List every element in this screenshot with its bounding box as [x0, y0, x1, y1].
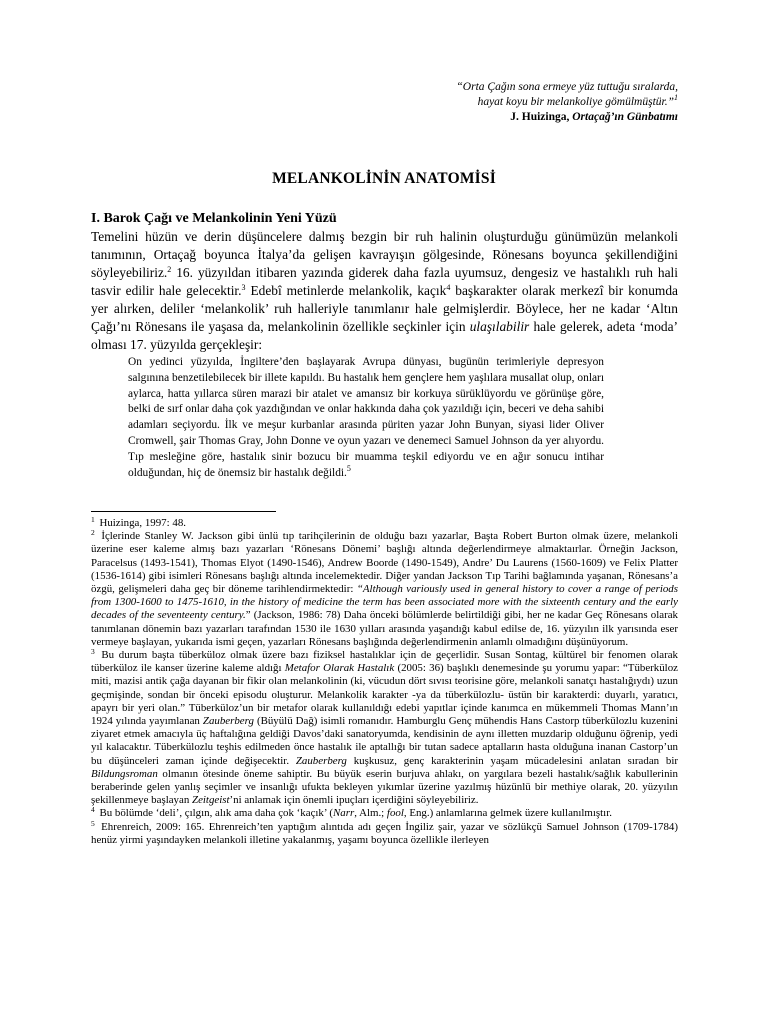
footnote-ref-4[interactable]: 4	[446, 283, 451, 292]
footnote-number: 2	[91, 528, 95, 538]
epigraph-attribution	[456, 110, 678, 125]
footnote-ref-5[interactable]: 5	[346, 463, 351, 473]
footnote-text: Bu bölümde ‘deli’, çılgın, alık ama daha çok ‘kaçık’ (	[96, 807, 334, 820]
footnote-1	[91, 517, 678, 530]
footnote-number: 4	[91, 805, 95, 815]
footnote-4	[91, 807, 678, 820]
footnote-ref-3[interactable]: 3	[241, 283, 246, 292]
footnote-text: ” (Jackson, 1986: 78) Daha önceki bölümlerde belirtildiği gibi, her ne kadar Geç Rönesans olarak tanımlanan dönemin bazı yazarları tarafından 1530 ile 1630 yılları arasında yaşandığı kabul edilse de, 16. yüzyılın ilk yarısında eser vermeye başlayan, yukarıda ismi geçen, yazarları Rönesans başlığında değerlendirmenin anlamlı olmadığını düşünüyorum.	[91, 609, 679, 648]
footnote-term-italic: Narr	[333, 807, 355, 820]
block-quote-text: On yedinci yüzyılda, İngiltere’den başlayarak Avrupa dünyası, bugünün terimleriyle depresyon salgınına benzetilebilecek bir illete kapıldı. Bu hastalık hem gençlere hem yaşlılara musallat olup, onları aylarca, hatta yıllarca süren marazi bir atalet ve amansız bir korkuya sürüklüyordu ve görünüşe göre, belki de sırf onlar daha çok yazdığından ve onlar hakkında daha çok yazıldığı için, beceri ve deha sahibi adamları seçiyordu. İlk ve meşur kurbanlar arasında püriten yazar John Bunyan, siyasi lider Oliver Cromwell, şair Thomas Gray, John Donne ve oyun yazarı ve denemeci Samuel Johnson da yer alıyordu. Tıp mesleğine göre, hastalık sinir bozucu bir muamma teşkil ediyordu ve en ağır sonucu intihar olduğundan, hiç de önemsiz bir hastalık değildi.	[128, 356, 604, 479]
footnote-text: Huizinga, 1997: 48.	[96, 517, 186, 529]
footnote-3	[91, 649, 678, 807]
epigraph-line-2	[456, 95, 678, 110]
footnote-number: 5	[91, 818, 95, 828]
footnote-text: olmanın ötesinde öneme sahiptir. Bu büyük eserin burjuva ahlakı, on yargılara bezeli hastalık/sağlık kabullerinin beraberinde gelen yanlış seçimler ve insanlığı ufukta bekleyen yıkımlar üzerine yazılmış hüzünlü bir methiye olarak, 20. yüzyılın şekillenmeye başlayan	[91, 767, 678, 807]
body-text-italic: ulaşılabilir	[469, 319, 530, 334]
epigraph-line-1: “Orta Çağın sona ermeye yüz tuttuğu sıralarda,	[456, 81, 678, 93]
footnote-text: , Eng.) anlamlarına gelmek üzere kullanılmıştır.	[403, 807, 612, 820]
footnote-term-italic: fool	[386, 807, 404, 820]
footnote-number: 3	[91, 647, 95, 657]
footnote-text: ’ni anlamak için önemli ipuçları içerdiğini söyleyebiliriz.	[229, 794, 479, 807]
footnote-book-title: Metafor Olarak Hastalık	[284, 662, 395, 675]
footnote-term-italic: Zeitgeist	[192, 794, 230, 807]
section-heading: I. Barok Çağı ve Melankolinin Yeni Yüzü	[91, 211, 337, 226]
footnotes	[91, 517, 678, 847]
epigraph-author: J. Huizinga,	[510, 111, 573, 123]
footnote-5	[91, 818, 678, 847]
footnote-text: İçlerinde Stanley W. Jackson gibi ünlü tıp tarihçilerinin de olduğu bazı yazarlar, Başta Robert Burton olmak üzere, melankoli üzerine eser kaleme almış bazı yazarları ‘Rönesans Dönemi’ başlığı altında değerlendirmeye almaktaırlar. Örneğin Jackson, Paracelsus (1493-1541), Thomas Elyot (1490-1546), Andrew Boorde (1490-1549), Andre’ Du Laurens (1560-1609) ve Felix Platter (1536-1614) gibi isimleri Rönesans başlığı altında incelemektedir. Diğer yandan Jackson Tıp Tarihi bağlamında yaşanan, Rönesans’a özgü, gelişmeleri daha geç bir döneme tarihlendirmektedir:	[91, 530, 678, 596]
footnote-term-italic: Bildungsroman	[91, 767, 158, 780]
footnote-text: (2005: 36) başlıklı denemesinde şu yorumu yapar: “Tüberküloz miti, mazisi antik çağa dayanan bir fikir olan melankolinin (ki, vücudun dört sıvısı teorisine göre, melankoli sanatçı hastalığıydı) uzun geçmişinde, sondan bir önceki episodu oluşturur. Melankolik karakter -ya da tüberkülozlu- üstün bir karakterdi: duyarlı, yaratıcı, apayrı bir yeri olan.” Tüberküloz’un bir metafor olarak kullanıldığı edebi yapıtlar içinde kanımca en mükemmeli Thomas Mann’ın 1924 yılında yayımlanan	[91, 662, 678, 728]
footnote-text: , Alm.;	[354, 807, 387, 820]
footnote-text: Ehrenreich, 2009: 165. Ehrenreich’ten yaptığım alıntıda adı geçen İngiliz şair, yazar ve sözlükçü Samuel Johnson (1709-1784) henüz yirmi yaşındayken melankoli illetine yakalanmış, yaşamı boyunca özellikle ilerleyen	[91, 820, 678, 846]
section-body	[91, 210, 678, 354]
footnote-text: Bu durum başta tüberküloz olmak üzere bazı fiziksel hastalıklar için de geçerlidir. Susan Sontag, kültürel bir fenomen olarak tüberküloz ile kanser üzerine kaleme aldığı	[91, 649, 678, 675]
footnote-text: (Büyülü Dağ) isimli romanıdır. Hamburglu Genç mühendis Hans Castorp tüberkülozlu kuzenini ziyaret etmek amacıyla üç haftalığına geldiği Davos’daki sanatoryumda, kendisinin de aynı illetten muzdarip olduğunu öğrenip, yedi yıl kalacaktır. Tüberkülozlu teşhis edilmeden önce hastalık ile aptallığı bir tutan sadece aptalların hasta olduğuna inanan Castorp’un bu düşünceleri zaman içinde değişecektir.	[91, 715, 678, 767]
footnote-number: 1	[91, 515, 95, 524]
footnote-divider	[91, 511, 276, 512]
epigraph-line-2-text: hayat koyu bir melankoliye gömülmüştür.”	[477, 96, 674, 108]
footnote-ref-1[interactable]: 1	[674, 93, 678, 102]
footnote-2	[91, 530, 678, 649]
footnote-book-title: Zauberberg	[202, 715, 254, 728]
page-title: MELANKOLİNİN ANATOMİSİ	[272, 170, 496, 187]
body-text-3: Edebî metinlerde melankolik, kaçık	[245, 283, 447, 298]
footnote-quote-italic: “Although variously used in general history to cover a range of periods from 1300-1600 to 1475-1610, in the history of medicine the term has been associated more with the sixteenth century and the early decades of the seventeenty century.	[91, 583, 678, 622]
body-text-5: hale gelerek, adeta ‘moda’ olması 17. yüzyılda gerçekleşir:	[91, 319, 678, 352]
block-quote	[128, 355, 604, 481]
epigraph	[456, 80, 678, 125]
body-text-2: 16. yüzyıldan itibaren yazında giderek daha fazla uyumsuz, dengesiz ve hastalıklı ruh hali tasvir edilir hale gelecektir.	[91, 265, 678, 298]
body-text-1: Temelini hüzün ve derin düşüncelere dalmış bezgin bir ruh halinin oluşturduğu günümüzün melankoli tanımının, Ortaçağ boyunca İtalya’da gelişen kavrayışın gölgesinde, Rönesans boyunca şekillendiğini söyleyebiliriz.	[91, 229, 678, 280]
body-text-4: başkarakter olarak merkezî bir konumda yer alırken, deliler ‘melankolik’ ruh halleriyle tanımlanır hale gelmişlerdir. Böylece, her ne kadar ‘Altın Çağı’nı Rönesans ile yaşasa da, melankolinin özellikle seçkinler için	[91, 283, 678, 334]
footnote-text: kuşkusuz, genç karakterinin yaşam mücadelesini anlatan sıradan bir	[346, 754, 678, 767]
footnote-book-title: Zauberberg	[295, 754, 347, 767]
footnote-ref-2[interactable]: 2	[167, 265, 172, 274]
body-paragraph	[91, 228, 678, 354]
epigraph-book: Ortaçağ’ın Günbatımı	[572, 111, 678, 123]
